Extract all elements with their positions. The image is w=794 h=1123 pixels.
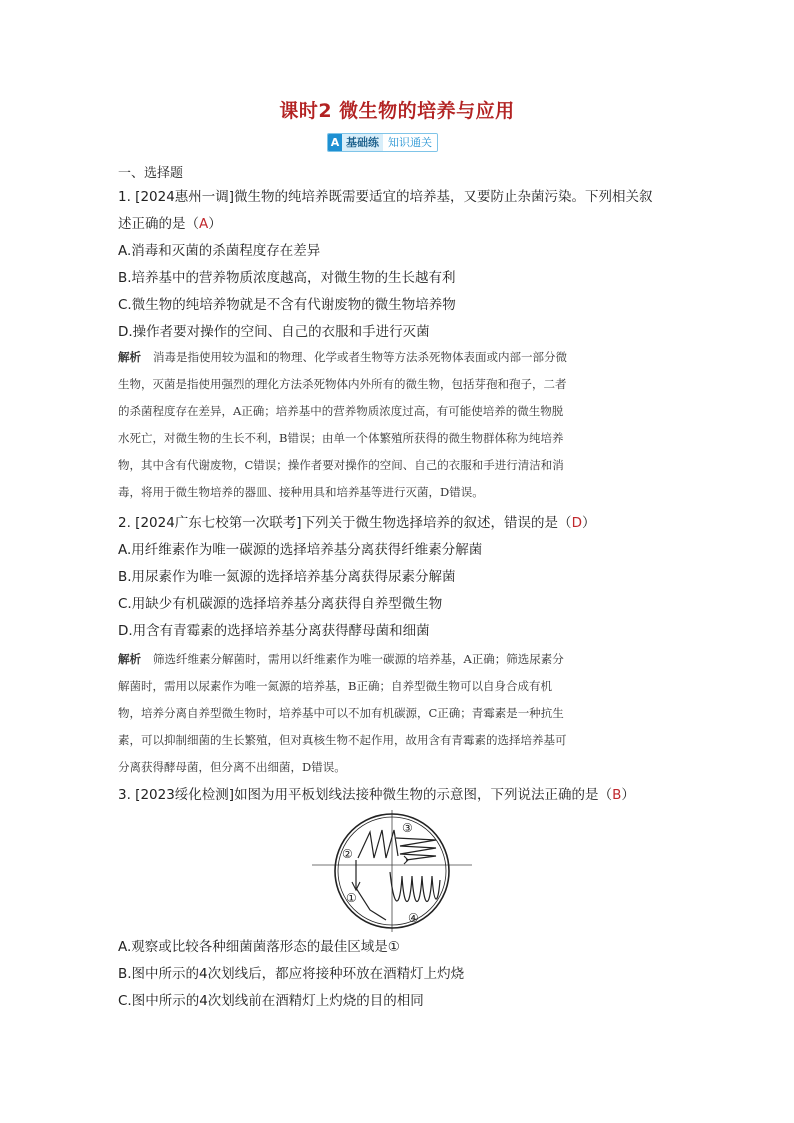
question-2-source: 2. [2024广东七校第一次联考]	[118, 515, 302, 531]
badge-letter: A	[328, 134, 342, 151]
question-1-source: 1. [2024惠州一调]	[118, 189, 235, 205]
label-region-2: ②	[342, 847, 353, 861]
question-1-option-c: C.微生物的纯培养物就是不含有代谢废物的微生物培养物	[118, 297, 456, 313]
label-region-3: ③	[402, 821, 413, 835]
question-3-option-a: A.观察或比较各种细菌菌落形态的最佳区域是①	[118, 939, 400, 955]
question-3-stem: 3. [2023绥化检测]如图为用平板划线法接种微生物的示意图，下列说法正确的是（B）	[118, 787, 635, 803]
question-1-stem-line-2: 述正确的是（A）	[118, 216, 222, 232]
question-2-option-c: C.用缺少有机碳源的选择培养基分离获得自养型微生物	[118, 596, 443, 612]
question-1-option-a: A.消毒和灭菌的杀菌程度存在差异	[118, 243, 321, 259]
streak-plate-diagram	[312, 810, 472, 932]
question-3-source: 3. [2023绥化检测]	[118, 787, 235, 803]
question-2-answer: D	[571, 515, 582, 531]
level-badge	[327, 133, 438, 152]
label-region-1: ①	[346, 891, 357, 905]
page-title: 课时2 微生物的培养与应用	[279, 100, 515, 122]
question-3-answer: B	[612, 787, 622, 803]
question-2-option-b: B.用尿素作为唯一氮源的选择培养基分离获得尿素分解菌	[118, 569, 456, 585]
question-1-option-d: D.操作者要对操作的空间、自己的衣服和手进行灭菌	[118, 324, 430, 340]
question-3-option-b: B.图中所示的4次划线后，都应将接种环放在酒精灯上灼烧	[118, 966, 465, 982]
question-3-option-c: C.图中所示的4次划线前在酒精灯上灼烧的目的相同	[118, 993, 424, 1009]
badge-main-label: 基础练	[342, 134, 383, 151]
streak-line-region-3	[396, 838, 436, 860]
question-2-stem: 2. [2024广东七校第一次联考]下列关于微生物选择培养的叙述，错误的是（D）	[118, 515, 596, 531]
question-1-stem-line-1: 1. [2024惠州一调]微生物的纯培养既需要适宜的培养基，又要防止杂菌污染。下列相关叙	[118, 189, 653, 205]
question-2-explanation: 解析 筛选纤维素分解菌时，需用以纤维素作为唯一碳源的培养基，A正确；筛选尿素分 解菌时，需用以尿素作为唯一氮源的培养基，B正确；自养型微生物可以自身合成有机 物，培养分离自养型微生物时，培养基中可以不加有机碳源，C正确；青霉素是一种抗生 素，可以抑制细菌的生长繁殖，但对真核生物不起作用，故用含有青霉素的选择培养基可 分离获得酵母菌，但分离不出细菌，D错误。	[118, 652, 567, 774]
question-1-explanation: 解析 消毒是指使用较为温和的物理、化学或者生物等方法杀死物体表面或内部一部分微 生物，灭菌是指使用强烈的理化方法杀死物体内外所有的微生物，包括芽孢和孢子，二者 的杀菌程度存在差异，A正确；培养基中的营养物质浓度过高，有可能使培养的微生物脱 水死亡，对微生物的生长不利，B错误；由单一个体繁殖所获得的微生物群体称为纯培养 物，其中含有代谢废物，C错误；操作者要对操作的空间、自己的衣服和手进行清洁和消 毒，将用于微生物培养的器皿、接种用具和培养基等进行灭菌，D错误。	[118, 350, 567, 499]
question-1-answer: A	[199, 216, 209, 232]
section-heading: 一、选择题	[118, 166, 184, 181]
question-1-option-b: B.培养基中的营养物质浓度越高，对微生物的生长越有利	[118, 270, 456, 286]
label-region-4: ④	[408, 911, 419, 925]
explanation-label: 解析	[118, 652, 141, 666]
explanation-label: 解析	[118, 350, 141, 364]
streak-line-region-4	[390, 872, 440, 902]
streak-line-region-1	[356, 860, 386, 920]
question-2-option-d: D.用含有青霉素的选择培养基分离获得酵母菌和细菌	[118, 623, 430, 639]
badge-sub-label: 知识通关	[383, 134, 437, 151]
question-2-option-a: A.用纤维素作为唯一碳源的选择培养基分离获得纤维素分解菌	[118, 542, 483, 558]
